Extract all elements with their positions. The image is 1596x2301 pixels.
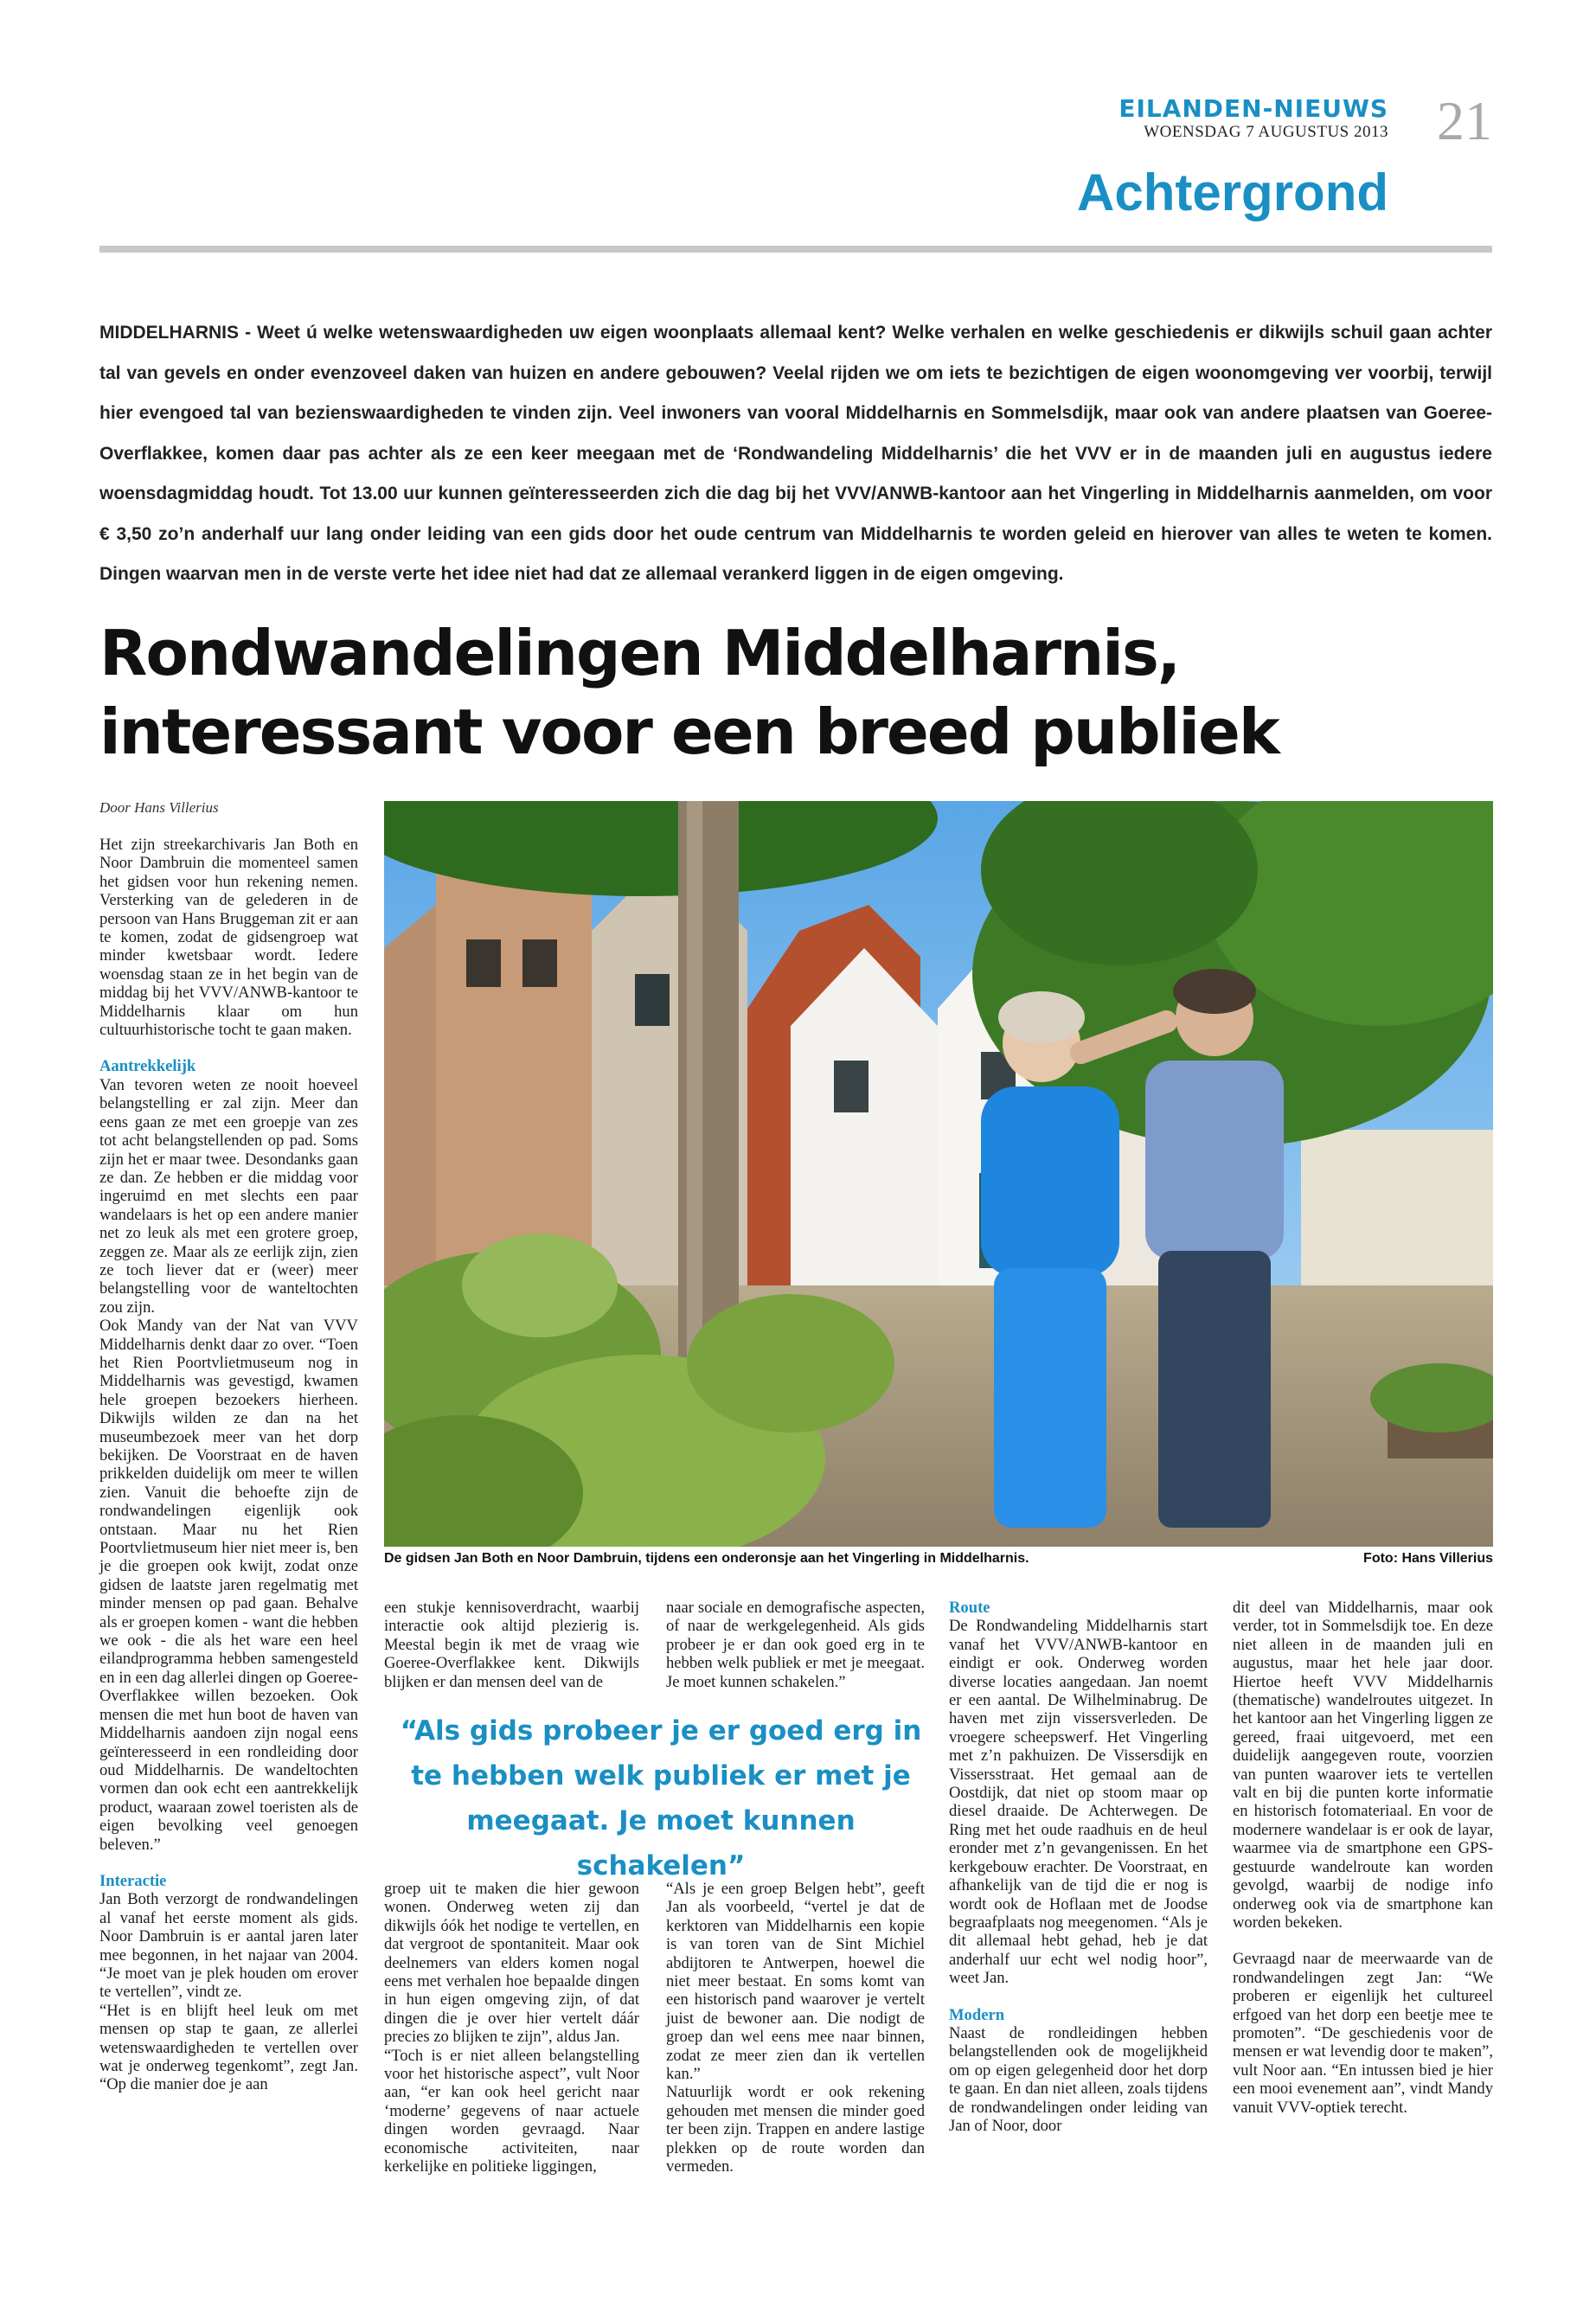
masthead	[1118, 94, 1388, 142]
paragraph: Ook Mandy van der Nat van VVV Middelharnis denkt daar zo over. “Toen het Rien Poortvlietmuseum nog in Middelharnis was gevestigd, kwamen hele groepen bezoekers hierheen. Dikwijls wilden ze dan na het museumbezoek meer van het dorp bekijken. De Voorstraat en de haven prikkelden duidelijk om meer te willen zien. Vanuit die behoefte zijn de rondwandelingen eigenlijk ook ontstaan. Maar nu het Rien Poortvlietmuseum hier niet meer is, ben je die groepen ook kwijt, zodat onze gidsen de laatste jaren regelmatig met minder mensen op pad gaan. Behalve als er groepen komen - want die hebben we ook - die als het ware een heel eilandprogramma hebben samengesteld en in een dag allerlei dingen op Goeree-Overflakkee willen bezoeken. Ook mensen die met hun boot de haven van Middelharnis aandoen zijn nogal eens geïnteresseerd in een rondleiding door oud Middelharnis. De wandeltochten vormen dan ook echt een aantrekkelijk product, waaraan zowel toeristen als de eigen bevolking veel genoegen beleven.”	[99, 1317, 358, 1854]
subheading-aantrekkelijk: Aantrekkelijk	[99, 1057, 196, 1076]
paragraph: Gevraagd naar de meerwaarde van de rondwandelingen zegt Jan: “We proberen er eigenlijk het cultureel erfgoed van het dorp een beetje mee te promoten”. “De geschiedenis voor de mensen er wat levendig door te maken”, vult Noor aan. “En intussen bied je hier een mooi evenement aan”, vindt Mandy vanuit VVV-optiek terecht.	[1233, 1950, 1493, 2117]
publication-date: WOENSDAG 7 AUGUSTUS 2013	[1144, 123, 1388, 141]
paragraph: De Rondwandeling Middelharnis start vanaf het VVV/ANWB-kantoor en eindigt er ook. Onderweg worden diverse locaties aangedaan. Jan noemt er een aantal. De Wilhelminabrug. De haven met zijn vissersverleden. De vroegere scheepswerf. Het Vingerling met z’n pakhuizen. De Vissersdijk en Vissersstraat. Het gemaal aan de Oostdijk, dat niet op stoom maar op diesel draaide. De Achterwegen. De Ring met het oude raadhuis en de heul eronder met z’n gevangenissen. En het kerkgebouw erachter. De Voorstraat, en afhankelijk van de tijd die er nog is wordt ook de Hoflaan met de Joodse begraafplaats nog meegenomen. “Als je dit allemaal hebt gehad, heb je dat anderhalf uur echt wel nodig hoor”, weet Jan.	[949, 1617, 1208, 1988]
paragraph: Natuurlijk wordt er ook rekening gehouden met mensen die minder goed ter been zijn. Trappen en andere lastige plekken op de route worden dan vermeden.	[666, 2083, 925, 2176]
column-4	[949, 1599, 1208, 2135]
paragraph: dit deel van Middelharnis, maar ook verder, tot in Sommelsdijk toe. En deze niet alleen in de maanden juli en augustus, maar het hele jaar door. Hiertoe heeft VVV Middelharnis (thematische) wandelroutes uitgezet. In het kantoor aan het Vingerling liggen ze gereed, fraai uitgevoerd, met een duidelijk aangegeven route, voorzien van punten waarover iets te vertellen valt en bij die punten korte informatie en historisch fotomateriaal. En voor de modernere wandelaar is er ook de layar, waarmee via de smartphone een GPS-gestuurde wandelroute kan worden gevolgd, waarbij de nodige info onderweg ook via de smartphone kan worden bekeken.	[1233, 1599, 1493, 1932]
page-number: 21	[1437, 90, 1492, 151]
paragraph: “Het is en blijft heel leuk om met mensen op stap te gaan, ze allerlei wetenswaardigheden te vertellen over wat je onderweg tegenkomt”, zegt Jan. “Op die manier doe je aan	[99, 2001, 358, 2094]
photo-illustration	[384, 801, 1493, 1547]
section-title: Achtergrond	[1077, 163, 1388, 221]
subheading-interactie: Interactie	[99, 1871, 167, 1890]
paragraph: “Toch is er niet alleen belangstelling voor het historische aspect”, vult Noor aan, “er kan ook heel gericht naar ‘moderne’ gegevens of naar actuele dingen worden gevraagd. Naar economische activiteiten, naar kerkelijke en politieke liggingen,	[384, 2046, 639, 2176]
header-divider	[99, 246, 1492, 253]
paragraph: Van tevoren weten ze nooit hoeveel belangstelling er zal zijn. Meer dan eens gaan ze met een groepje van zes tot acht belangstellenden op pad. Soms zijn het er maar twee. Desondanks gaan ze dan. Ze hebben er die middag voor ingeruimd en met slechts een paar wandelaars is het op een andere manier net zo leuk als met een grotere groep, zeggen ze. Maar als ze eerlijk zijn, zien ze toch liever dat er (weer) meer belangstelling voor de wanteltochten zou zijn.	[99, 1075, 358, 1317]
column-3-top	[666, 1599, 925, 1691]
column-1	[99, 836, 358, 2094]
article-headline: Rondwandelingen Middelharnis, interessant voor een breed publiek	[99, 617, 1279, 768]
column-2-bottom	[384, 1880, 639, 2176]
column-2-top	[384, 1599, 639, 1691]
photo-caption	[384, 1551, 1493, 1567]
caption-text: De gidsen Jan Both en Noor Dambruin, tijdens een onderonsje aan het Vingerling in Middelharnis.	[384, 1551, 1029, 1566]
subheading-modern: Modern	[949, 2005, 1005, 2024]
column-5	[1233, 1599, 1493, 2117]
photo-credit: Foto: Hans Villerius	[1363, 1551, 1493, 1566]
paragraph: Jan Both verzorgt de rondwandelingen al vanaf het eerste moment als gids. Noor Dambruin is er aantal jaren later mee begonnen, in het najaar van 2004. “Je moet van je plek houden om erover te vertellen”, vindt ze.	[99, 1890, 358, 2002]
paragraph: groep uit te maken die hier gewoon wonen. Onderweg weten zij dan dikwijls óók het nodige te vertellen, en dat vergroot de spontaniteit. Maar ook deelnemers van elders komen nogal eens met verhalen hoe bepaalde dingen in hun eigen omgeving zijn, of dat dingen die je over hier vertelt dáár precies zo blijken te zijn”, aldus Jan.	[384, 1880, 639, 2047]
paragraph: naar sociale en demografische aspecten, of naar de werkgelegenheid. Als gids probeer je er dan ook goed erg in te hebben welk publiek er met je meegaat. Je moet kunnen schakelen.”	[666, 1599, 925, 1691]
paragraph: een stukje kennisoverdracht, waarbij interactie ook altijd plezierig is. Meestal begin ik met de vraag wie Goeree-Overflakkee kent. Dikwijls blijken er dan mensen deel van de	[384, 1599, 639, 1691]
article-photo	[384, 801, 1493, 1547]
subheading-route: Route	[949, 1599, 990, 1617]
paragraph: Naast de rondleidingen hebben belangstellenden ook de mogelijkheid om op eigen gelegenheid door het dorp te gaan. En dan niet alleen, zoals tijdens de rondwandelingen onder leiding van Jan of Noor, door	[949, 2023, 1208, 2135]
byline: Door Hans Villerius	[99, 799, 219, 816]
newspaper-logo: EILANDEN-NIEUWS	[1118, 94, 1388, 123]
column-3-bottom	[666, 1880, 925, 2176]
paragraph: Het zijn streekarchivaris Jan Both en Noor Dambruin die momenteel samen het gidsen voor hun rekening nemen. Versterking van de gelederen in de persoon van Hans Bruggeman zit er aan te komen, zodat de gidsengroep wat minder kwetsbaar wordt. Iedere woensdag staan ze in het begin van de middag bij het VVV/ANWB-kantoor te Middelharnis klaar om hun cultuurhistorische tocht te gaan maken.	[99, 836, 358, 1040]
article-lead: MIDDELHARNIS - Weet ú welke wetenswaardigheden uw eigen woonplaats allemaal kent? Welke verhalen en welke geschiedenis er dikwijls schuil gaan achter tal van gevels en onder evenzoveel daken van huizen en andere gebouwen? Veelal rijden we om iets te bezichtigen de eigen woonomgeving ver voorbij, terwijl hier evengoed tal van bezienswaardigheden te vinden zijn. Veel inwoners van vooral Middelharnis en Sommelsdijk, maar ook van andere plaatsen van Goeree-Overflakkee, komen daar pas achter als ze een keer meegaan met de ‘Rondwandeling Middelharnis’ die het VVV er in de maanden juli en augustus iedere woensdagmiddag houdt. Tot 13.00 uur kunnen geïnteresseerden zich die dag bij het VVV/ANWB-kantoor aan het Vingerling in Middelharnis aanmelden, om voor € 3,50 zo’n anderhalf uur lang onder leiding van een gids door het oude centrum van Middelharnis te worden geleid en hierover van alles te weten te komen. Dingen waarvan men in de verste verte het idee niet had dat ze allemaal verankerd liggen in de eigen omgeving.	[99, 323, 1492, 584]
paragraph: “Als je een groep Belgen hebt”, geeft Jan als voorbeeld, “vertel je dat de kerktoren van Middelharnis een kopie is van toren van de Sint Michiel abdijtoren te Antwerpen, hoewel die niet meer bestaat. En soms komt van een historisch pand waarover je vertelt juist de bewoner aan. Die nodigt de groep dan wel eens mee naar binnen, zodat ze meer zien dan ik vertellen kan.”	[666, 1880, 925, 2084]
pull-quote: “Als gids probeer je er goed erg in te hebben welk publiek er met je meegaat. Je moet kunnen schakelen”	[400, 1715, 922, 1881]
